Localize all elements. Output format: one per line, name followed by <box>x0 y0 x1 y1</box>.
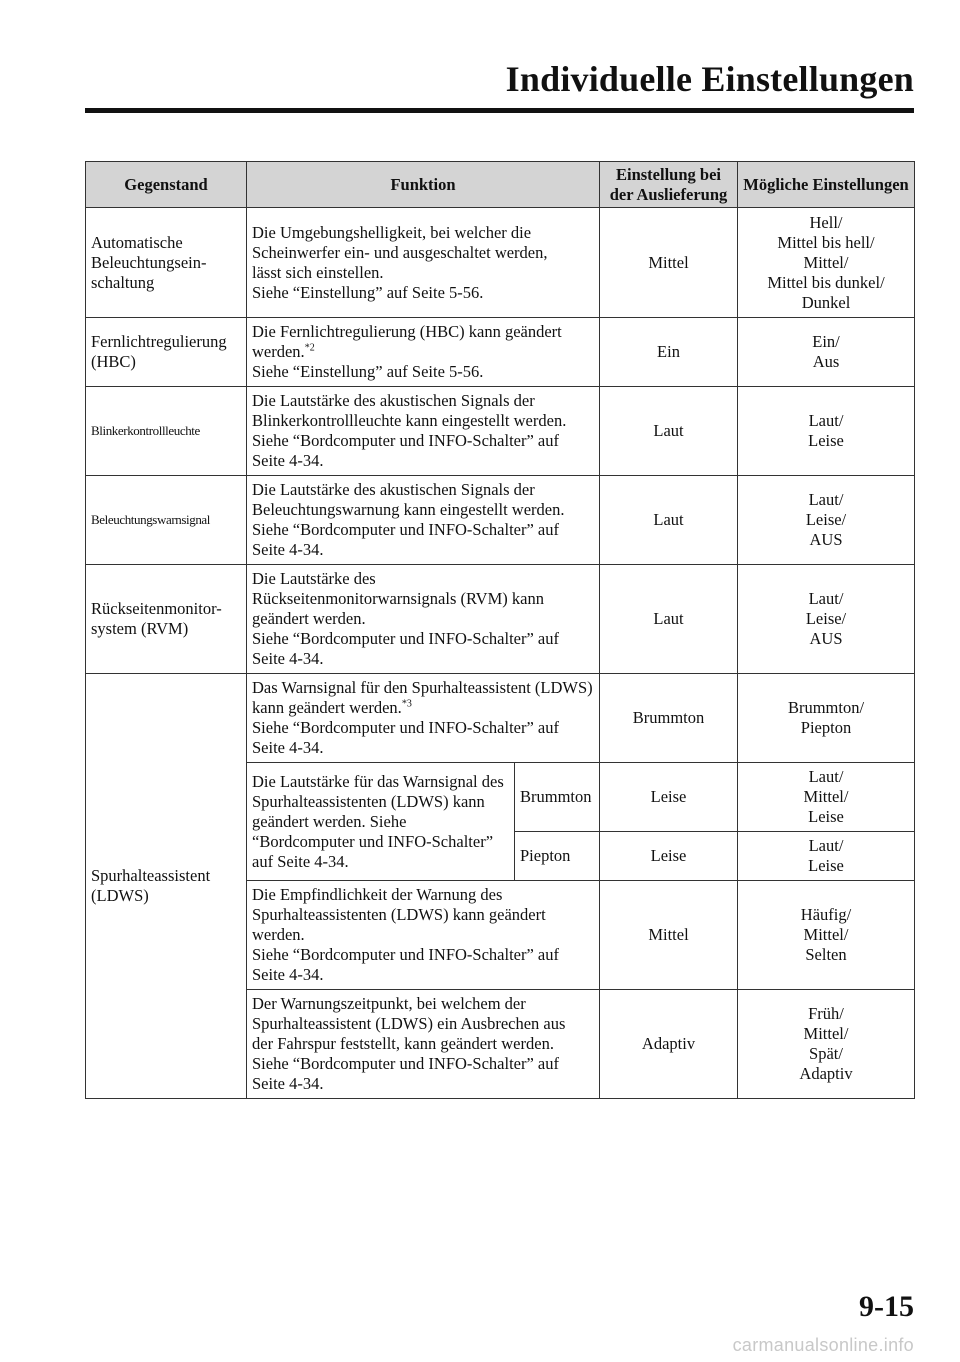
options-cell <box>738 990 915 1099</box>
function-cell <box>247 990 600 1099</box>
item-cell: Spurhalteassistent (LDWS) <box>86 674 247 1099</box>
option-line: Hell/ <box>809 212 843 232</box>
option-line: Mittel/ <box>803 787 849 806</box>
option-line: Laut/ <box>808 589 844 608</box>
function-text: Das Warnsignal für den Spurhalteassistent (LDWS) kann geändert werden. <box>252 678 593 717</box>
function-line: Spurhalteassistent (LDWS) ein Ausbrechen aus <box>252 1014 566 1033</box>
option-line: Brummton/ <box>787 698 865 717</box>
function-line: Seite 4-34. <box>252 649 324 668</box>
footnote-marker: *2 <box>304 342 315 354</box>
table-row <box>86 208 915 318</box>
default-cell: Ein <box>600 318 738 387</box>
header-default: Einstellung bei der Auslieferung <box>600 162 738 208</box>
option-line: Mittel/ <box>803 252 849 272</box>
function-line: Rückseitenmonitorwarnsignals (RVM) kann <box>252 589 544 608</box>
function-line: Seite 4-34. <box>252 451 324 470</box>
function-line: werden. <box>252 925 305 944</box>
function-line: Seite 4-34. <box>252 540 324 559</box>
function-line: geändert werden. <box>252 609 366 628</box>
table-row <box>86 476 915 565</box>
item-cell: Automatische Beleuchtungsein-schaltung <box>86 208 247 318</box>
option-line: Spät/ <box>809 1044 843 1063</box>
sub-mode-cell: Brummton <box>515 763 600 832</box>
function-line: Siehe “Bordcomputer und INFO-Schalter” auf <box>252 1054 559 1073</box>
option-line: Mittel bis hell/ <box>777 232 875 252</box>
function-line: Siehe “Bordcomputer und INFO-Schalter” auf <box>252 431 559 450</box>
table-header-row <box>86 162 915 208</box>
function-line: Die Lautstärke des akustischen Signals der <box>252 480 535 499</box>
options-cell <box>738 763 915 832</box>
table-row <box>86 387 915 476</box>
option-line: Leise <box>808 856 844 875</box>
function-line: Die Empfindlichkeit der Warnung des <box>252 885 503 904</box>
default-cell: Laut <box>600 565 738 674</box>
function-line: lässt sich einstellen. <box>252 262 384 282</box>
function-cell <box>247 476 600 565</box>
options-cell <box>738 674 915 763</box>
page-number: 9-15 <box>859 1290 914 1323</box>
default-cell: Laut <box>600 387 738 476</box>
table-row <box>86 318 915 387</box>
function-line: Blinkerkontrollleuchte kann eingestellt werden. <box>252 411 567 430</box>
default-cell: Adaptiv <box>600 990 738 1099</box>
function-line: Die Umgebungshelligkeit, bei welcher die <box>252 222 532 242</box>
function-line: der Fahrspur feststellt, kann geändert werden. <box>252 1034 554 1053</box>
function-text: Siehe “Einstellung” auf Seite 5-56. <box>252 362 484 381</box>
function-line: Siehe “Bordcomputer und INFO-Schalter” auf <box>252 945 559 964</box>
function-line: Seite 4-34. <box>252 1074 324 1093</box>
page-title: Individuelle Einstellungen <box>505 59 914 99</box>
option-line: Selten <box>805 945 847 964</box>
option-line: Adaptiv <box>799 1064 853 1083</box>
header-options: Mögliche Einstellungen <box>738 162 915 208</box>
options-cell <box>738 565 915 674</box>
function-line: Beleuchtungswarnung kann eingestellt werden. <box>252 500 565 519</box>
header-function: Funktion <box>247 162 600 208</box>
table-row <box>86 674 915 763</box>
option-line: Leise/ <box>805 510 847 529</box>
watermark-link[interactable]: carmanualsonline.info <box>732 1335 914 1355</box>
option-line: Dunkel <box>801 292 851 312</box>
footnote-marker: *3 <box>401 698 412 710</box>
option-line: Leise <box>808 431 844 450</box>
option-line: Laut/ <box>808 836 844 855</box>
function-cell <box>247 387 600 476</box>
default-cell: Laut <box>600 476 738 565</box>
default-cell: Leise <box>600 763 738 832</box>
option-line: Laut/ <box>808 767 844 786</box>
options-cell <box>738 832 915 881</box>
option-line: Mittel bis dunkel/ <box>767 272 885 292</box>
option-line: Laut/ <box>808 490 844 509</box>
table-row <box>86 565 915 674</box>
default-cell: Brummton <box>600 674 738 763</box>
function-line: Seite 4-34. <box>252 965 324 984</box>
options-cell <box>738 387 915 476</box>
option-line: Mittel/ <box>803 925 849 944</box>
function-cell <box>247 565 600 674</box>
default-cell: Leise <box>600 832 738 881</box>
function-cell <box>247 881 600 990</box>
title-rule <box>85 108 914 113</box>
option-line: Ein/ <box>812 332 840 351</box>
function-text: Siehe “Bordcomputer und INFO-Schalter” auf Seite 4-34. <box>252 718 559 757</box>
option-line: Piepton <box>800 718 852 737</box>
options-cell <box>738 318 915 387</box>
function-text: Die Fernlichtregulierung (HBC) kann geändert werden. <box>252 322 562 361</box>
function-line: Siehe “Bordcomputer und INFO-Schalter” auf <box>252 629 559 648</box>
header-item: Gegenstand <box>86 162 247 208</box>
option-line: AUS <box>809 530 843 549</box>
function-line: Spurhalteassistenten (LDWS) kann geändert <box>252 905 546 924</box>
function-line: Die Lautstärke des <box>252 569 376 588</box>
option-line: Leise <box>808 807 844 826</box>
option-line: Laut/ <box>808 411 844 430</box>
options-cell <box>738 881 915 990</box>
function-line: Der Warnungszeitpunkt, bei welchem der <box>252 994 526 1013</box>
sub-mode-cell: Piepton <box>515 832 600 881</box>
option-line: Aus <box>812 352 840 371</box>
option-line: Häufig/ <box>800 905 852 924</box>
item-cell: Rückseitenmonitor-system (RVM) <box>86 565 247 674</box>
item-cell: Fernlichtregulierung (HBC) <box>86 318 247 387</box>
function-cell <box>247 208 600 318</box>
option-line: Früh/ <box>808 1004 844 1023</box>
function-cell <box>247 318 600 387</box>
function-cell <box>247 674 600 763</box>
function-line: Die Lautstärke des akustischen Signals der <box>252 391 535 410</box>
default-cell: Mittel <box>600 208 738 318</box>
options-cell <box>738 476 915 565</box>
options-cell <box>738 208 915 318</box>
function-line: Scheinwerfer ein- und ausgeschaltet werden, <box>252 242 548 262</box>
item-cell: Beleuchtungswarnsignal <box>86 476 247 565</box>
settings-table <box>85 161 915 1099</box>
option-line: Leise/ <box>805 609 847 628</box>
option-line: AUS <box>809 629 843 648</box>
function-cell: Die Lautstärke für das Warnsignal des Spurhalteassistenten (LDWS) kann geändert werden. Siehe “Bordcomputer und INFO-Schalter” auf Seite 4-34. <box>247 763 515 881</box>
function-line: Siehe “Bordcomputer und INFO-Schalter” auf <box>252 520 559 539</box>
item-cell: Blinkerkontrollleuchte <box>86 387 247 476</box>
default-cell: Mittel <box>600 881 738 990</box>
function-line: Siehe “Einstellung” auf Seite 5-56. <box>252 282 484 302</box>
option-line: Mittel/ <box>803 1024 849 1043</box>
